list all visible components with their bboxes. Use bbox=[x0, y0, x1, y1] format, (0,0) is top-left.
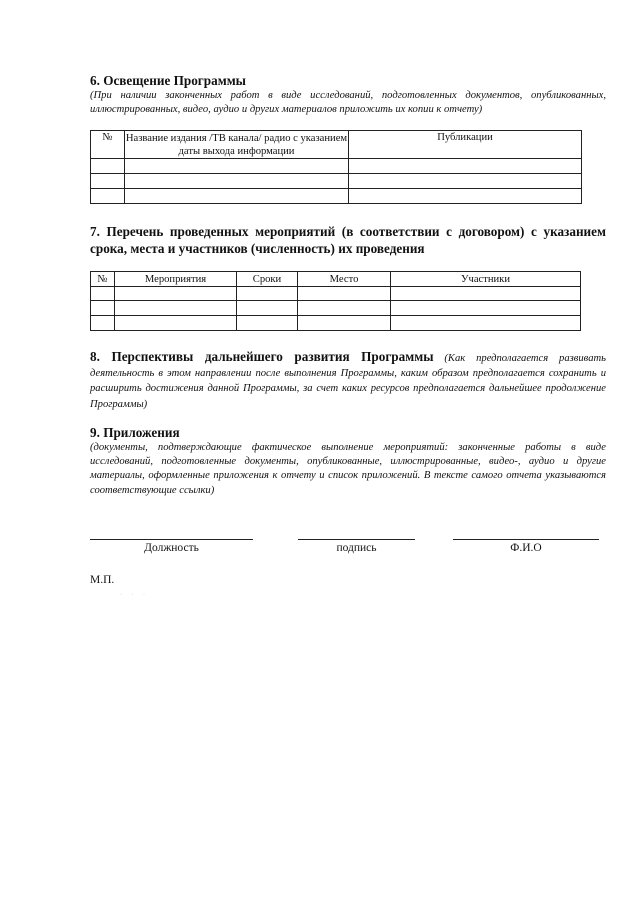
table-cell bbox=[298, 287, 391, 301]
col-header-events: Мероприятия bbox=[115, 272, 237, 287]
table-cell bbox=[391, 301, 581, 316]
signature-line bbox=[298, 539, 415, 540]
col-header-number: № bbox=[91, 131, 125, 159]
col-header-publication-name: Название издания /ТВ канала/ радио с указанием даты выхода информации bbox=[125, 132, 348, 157]
table-cell bbox=[125, 159, 349, 174]
scan-speckles: · · · bbox=[120, 592, 149, 598]
table-cell bbox=[298, 301, 391, 316]
section-8-note: (Как предполагается развивать деятельность в этом направлении после выполнения Программы, каким образом предполагается сохранить и расширить достижения данной Программы, за счет каких ресурсов предполагается дальнейшее продолжение Программы) bbox=[90, 353, 606, 410]
table-cell bbox=[91, 159, 125, 174]
table-cell bbox=[391, 316, 581, 331]
table-row bbox=[91, 174, 582, 189]
table-row bbox=[91, 159, 582, 174]
table-cell bbox=[115, 287, 237, 301]
section-6-note: (При наличии законченных работ в виде исследований, подготовленных документов, опубликованных, иллюстрированных, видео, аудио и других материалов приложить их копии к отчету) bbox=[90, 90, 606, 116]
table-cell bbox=[125, 174, 349, 189]
signature-label: подпись bbox=[336, 542, 377, 554]
table-cell bbox=[91, 316, 115, 331]
table-cell bbox=[91, 189, 125, 204]
table-header-row bbox=[91, 131, 582, 159]
table-row bbox=[91, 316, 581, 331]
table-cell bbox=[391, 287, 581, 301]
table-cell bbox=[125, 189, 349, 204]
table-header-row bbox=[91, 272, 581, 287]
publications-table bbox=[90, 130, 582, 204]
table-cell bbox=[91, 287, 115, 301]
col-header-number: № bbox=[91, 272, 115, 287]
name-label: Ф.И.О bbox=[510, 542, 542, 554]
section-6-title: 6. Освещение Программы bbox=[90, 73, 246, 88]
table-cell bbox=[237, 287, 298, 301]
position-label: Должность bbox=[144, 542, 199, 554]
table-cell bbox=[237, 316, 298, 331]
name-signature-line bbox=[453, 539, 599, 540]
section-9-title: 9. Приложения bbox=[90, 425, 180, 440]
table-cell bbox=[91, 301, 115, 316]
col-header-participants: Участники bbox=[391, 272, 581, 287]
table-row bbox=[91, 189, 582, 204]
table-cell bbox=[91, 174, 125, 189]
section-7-title: 7. Перечень проведенных мероприятий (в соответствии с договором) с указанием срока, места и участников (численность) их проведения bbox=[90, 224, 606, 256]
events-table bbox=[90, 271, 581, 331]
section-8-paragraph bbox=[90, 349, 606, 412]
table-row bbox=[91, 301, 581, 316]
table-cell bbox=[298, 316, 391, 331]
col-header-dates: Сроки bbox=[237, 272, 298, 287]
stamp-placeholder: М.П. bbox=[90, 574, 115, 586]
position-signature-line bbox=[90, 539, 253, 540]
table-cell bbox=[115, 316, 237, 331]
table-cell bbox=[349, 159, 582, 174]
table-row bbox=[91, 287, 581, 301]
table-cell bbox=[237, 301, 298, 316]
section-8-title: 8. Перспективы дальнейшего развития Программы bbox=[90, 349, 434, 364]
table-cell bbox=[349, 189, 582, 204]
col-header-place: Место bbox=[298, 272, 391, 287]
table-cell bbox=[115, 301, 237, 316]
section-9-note: (документы, подтверждающие фактическое выполнение мероприятий: законченные работы в виде исследований, подготовленные документы, опубликованные, иллюстрированные, видео-, аудио и другие материалы, оформленные приложения к отчету и список приложений. В тексте самого отчета указываются соответствующие ссылки) bbox=[90, 442, 606, 496]
table-cell bbox=[349, 174, 582, 189]
col-header-publications: Публикации bbox=[349, 131, 582, 159]
